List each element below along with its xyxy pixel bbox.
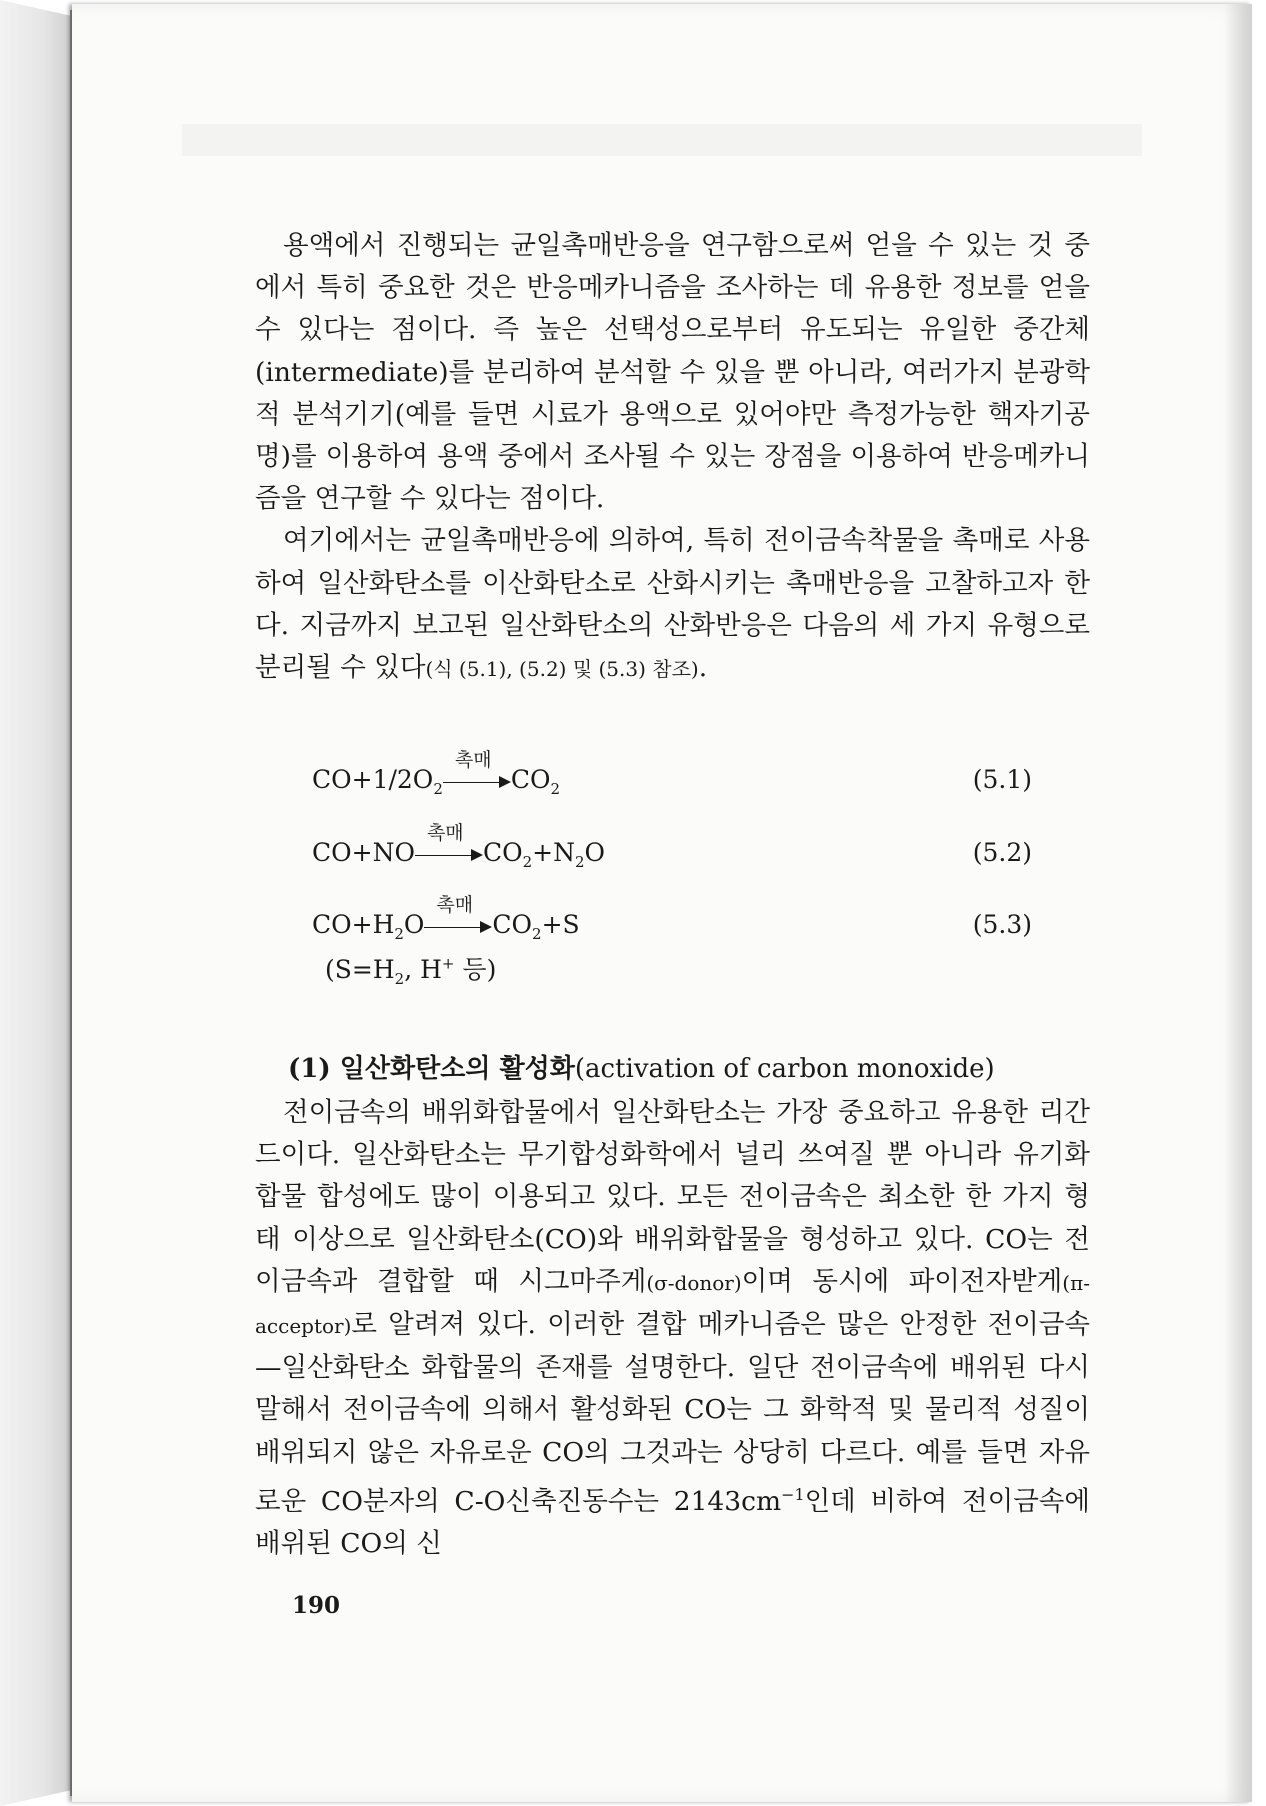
page-number: 190 <box>292 1592 341 1619</box>
reaction-arrow: 촉매 <box>443 773 511 791</box>
equation-number: (5.2) <box>972 838 1032 867</box>
page-header-band <box>182 124 1142 156</box>
text-block-top <box>255 225 1090 690</box>
text-block-bottom <box>255 1092 1090 1565</box>
reaction-arrow: 촉매 <box>424 918 492 936</box>
paragraph-1: 용액에서 진행되는 균일촉매반응을 연구함으로써 얻을 수 있는 것 중에서 특히 중요한 것은 반응메카니즘을 조사하는 데 유용한 정보를 얻을 수 있다는 점이다. 즉 높은 선택성으로부터 유도되는 유일한 중간체(intermediate)를 분리하여 분석할 수 있을 뿐 아니라, 여러가지 분광학적 분석기기(예를 들면 시료가 용액으로 있어야만 측정가능한 핵자기공명)를 이용하여 용액 중에서 조사될 수 있는 장점을 이용하여 반응메카니즘을 연구할 수 있다는 점이다. <box>255 230 1090 515</box>
page-edge-shadow <box>1224 4 1252 1802</box>
equation-reference: (식 (5.1), (5.2) 및 (5.3) 참조) <box>425 657 699 682</box>
equation-number: (5.3) <box>972 910 1032 939</box>
book-spine <box>0 0 72 1806</box>
equation-number: (5.1) <box>972 765 1032 794</box>
equation-note: ($S=H_2$, H+ 등) <box>325 954 497 988</box>
section-heading: (1) 일산화탄소의 활성화(activation of carbon monoxide) <box>288 1054 995 1084</box>
paragraph-3: 전이금속의 배위화합물에서 일산화탄소는 가장 중요하고 유용한 리간드이다. 일산화탄소는 무기합성화학에서 널리 쓰여질 뿐 아니라 유기화합물 합성에도 많이 이용되고 있다. 모든 전이금속은 최소한 한 가지 형태 이상으로 일산화탄소(CO)와 배위화합물을 형성하고 있다. CO는 전이금속과 결합할 때 시그마주게(σ-donor)이며 동시에 파이전자받게(π-acceptor)로 알려져 있다. 이러한 결합 메카니즘은 많은 안정한 전이금속—일산화탄소 화합물의 존재를 설명한다. 일단 전이금속에 배위된 다시 말해서 전이금속에 의해서 활성화된 CO는 그 화학적 및 물리적 성질이 배위되지 않은 자유로운 CO의 그것과는 상당히 다르다. 예를 들면 자유로운 CO분자의 C-O신축진동수는 $2143cm^{-1}$인데 비하여 전이금속에 배위된 CO의 신 <box>255 1097 1091 1559</box>
paragraph-2: 여기에서는 균일촉매반응에 의하여, 특히 전이금속착물을 촉매로 사용하여 일산화탄소를 이산화탄소로 산화시키는 촉매반응을 고찰하고자 한다. 지금까지 보고된 일산화탄소의 산화반응은 다음의 세 가지 유형으로 분리될 수 있다(식 (5.1), (5.2) 및 (5.3) 참조). <box>255 525 1090 684</box>
reaction-arrow: 촉매 <box>415 846 483 864</box>
